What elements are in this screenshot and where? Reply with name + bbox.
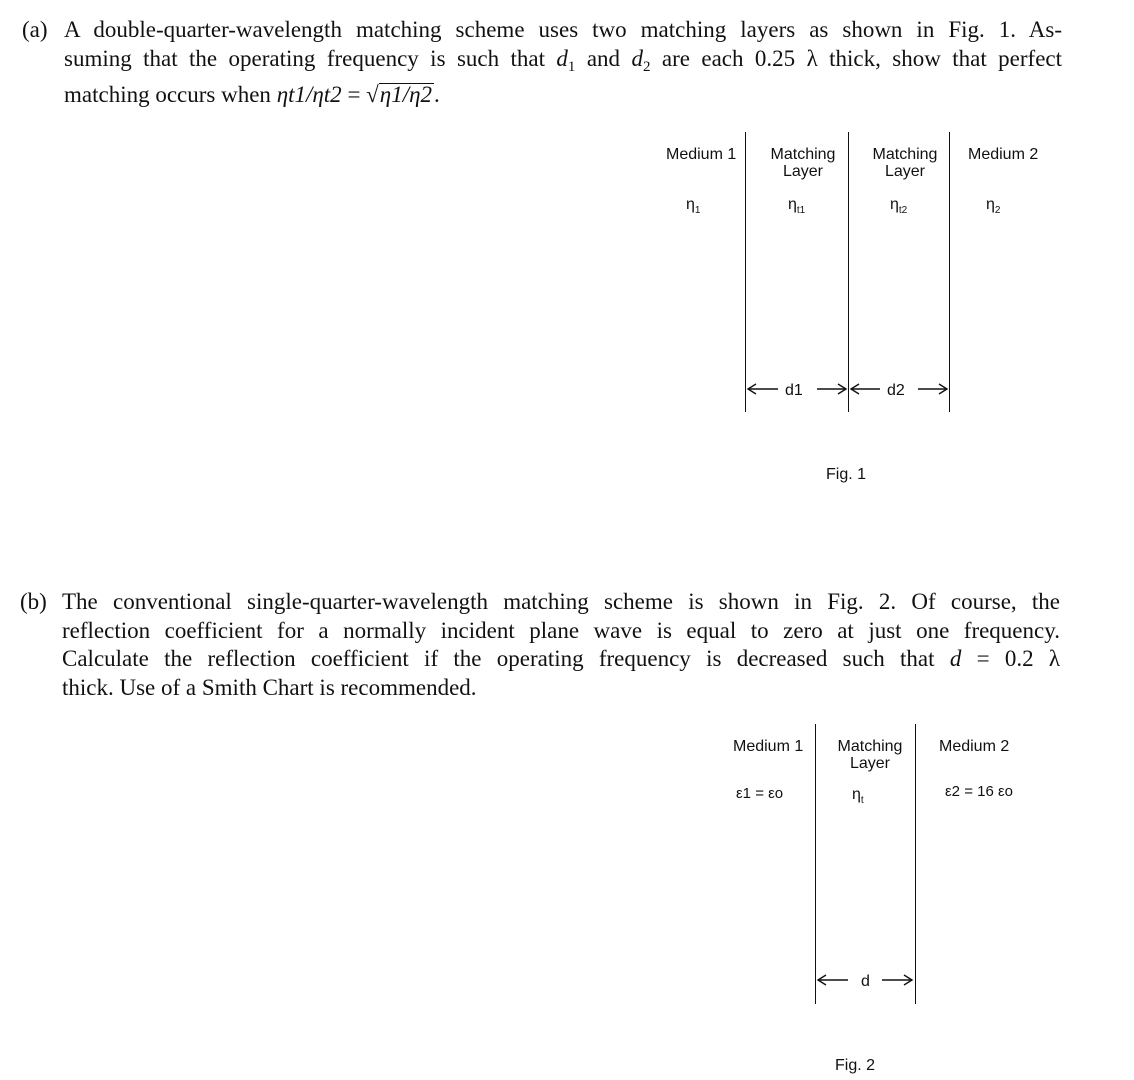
part-b-line-3-end: = 0.2 λ — [961, 646, 1060, 671]
equation-lhs: ηt1/ηt2 — [276, 82, 342, 107]
d2-subscript: 2 — [642, 58, 651, 75]
fig1-eta-t1-symbol: η — [788, 196, 797, 213]
part-b-line-3-start: Calculate the reflection coefficient if the operating frequency is decreased such that — [62, 646, 950, 671]
fig2-caption: Fig. 2 — [835, 1057, 876, 1074]
part-a-line-2-start: suming that the operating frequency is such that — [64, 45, 557, 71]
fig1-eta-1-symbol: η — [686, 196, 695, 213]
fig1-eta-t2-sub: t2 — [898, 205, 908, 217]
part-a-line-2-and: and — [575, 45, 632, 71]
part-b-line-1: The conventional single-quarter-wavelength matching scheme is shown in Fig. 2. Of course, the — [62, 589, 1060, 614]
equation-end: . — [434, 82, 440, 107]
fig1-matching-layer-1-word2: Layer — [782, 163, 824, 180]
fig1-eta-t1-sub: t1 — [796, 205, 806, 217]
fig1-matching-layer-2-word2: Layer — [884, 163, 926, 180]
part-b-line-2: reflection coefficient for a normally incident plane wave is equal to zero at just one frequency. — [62, 617, 1060, 643]
fig1-d1-label: d1 — [785, 382, 803, 399]
fig1-eta-1-sub: 1 — [694, 205, 701, 217]
fig2-medium-1-label: Medium 1 — [733, 738, 804, 755]
part-a-line-2-end: are each 0.25 λ thick, show that perfect — [650, 45, 1062, 71]
fig1-caption: Fig. 1 — [826, 466, 867, 483]
part-b-label: (b) — [20, 589, 47, 614]
part-a-label: (a) — [22, 17, 48, 42]
fig2-matching-layer-word2: Layer — [849, 755, 891, 772]
d1-symbol: d — [556, 45, 568, 71]
fig2-matching-layer-word1: Matching — [837, 738, 903, 755]
d-symbol: d — [949, 646, 962, 671]
part-a-line-3-start: matching occurs when — [64, 82, 277, 107]
fig1-eta-2-symbol: η — [986, 196, 995, 213]
part-b-line-4: thick. Use of a Smith Chart is recommended. — [62, 674, 477, 700]
part-a-line-1: A double-quarter-wavelength matching scheme uses two matching layers as shown in Fig. 1. As- — [64, 17, 1062, 42]
equation-sqrt-rhs: η1/η2 — [379, 82, 433, 107]
d1-subscript: 1 — [567, 58, 576, 75]
fig2-d-label: d — [861, 973, 870, 990]
d2-symbol: d — [631, 45, 643, 71]
fig2-epsilon-2: ε2 = 16 εo — [945, 783, 1014, 800]
fig2-eta-t-sub: t — [860, 795, 864, 807]
fig1-matching-layer-1-word1: Matching — [770, 146, 836, 163]
fig1-d2-label: d2 — [887, 382, 905, 399]
fig1-medium-2-label: Medium 2 — [968, 146, 1039, 163]
equation-sign: = √ — [341, 82, 379, 107]
fig2-medium-2-label: Medium 2 — [939, 738, 1010, 755]
fig1-medium-1-label: Medium 1 — [666, 146, 737, 163]
fig2-epsilon-1: ε1 = εo — [736, 785, 784, 802]
fig2-eta-t-symbol: η — [852, 786, 861, 803]
fig1-eta-2-sub: 2 — [994, 205, 1001, 217]
fig1-matching-layer-2-word1: Matching — [872, 146, 938, 163]
fig1-eta-t2-symbol: η — [890, 196, 899, 213]
